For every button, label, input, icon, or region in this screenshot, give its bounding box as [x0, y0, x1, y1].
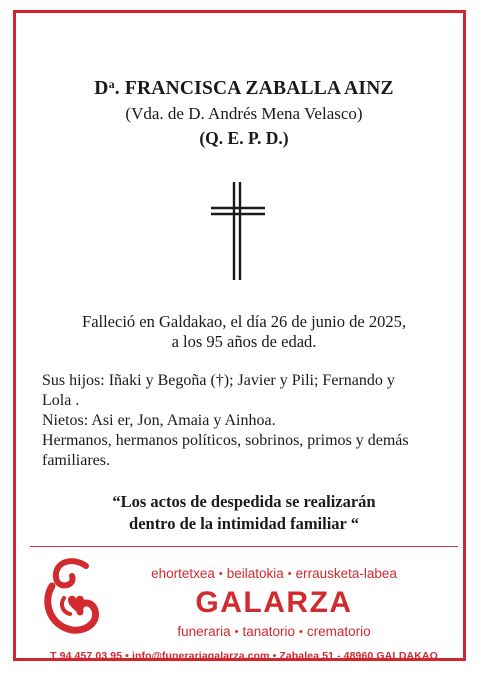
name-prefix: D [94, 78, 109, 99]
service-spanish-1: funeraria [177, 624, 231, 639]
farewell-note-line-2: dentro de la intimidad familiar “ [129, 514, 359, 533]
latin-cross-icon [210, 182, 266, 287]
bullet-separator: • [287, 568, 292, 580]
service-spanish-3: crematorio [306, 624, 371, 639]
death-date-line: Falleció en Galdakao, el día 26 de junio de 2025, [82, 312, 406, 331]
galarza-logo-icon [42, 556, 106, 643]
name-text: . FRANCISCA ZABALLA AINZ [114, 78, 394, 99]
service-basque-2: beilatokia [226, 566, 284, 581]
grandchildren-line: Nietos: Asi er, Jon, Amaia y Ainhoa. [42, 412, 276, 429]
service-spanish-2: tanatorio [242, 624, 296, 639]
deceased-name [0, 77, 488, 100]
street-address: Zabalea 51 - 48960 GALDAKAO [279, 650, 438, 662]
farewell-note-line-1: “Los actos de despedida se realizarán [112, 492, 376, 511]
age-line: a los 95 años de edad. [171, 332, 317, 351]
services-basque [114, 566, 434, 581]
bullet-separator: • [218, 568, 223, 580]
email-address: info@funerariagalarza.com [131, 650, 270, 662]
bullet-separator: • [272, 650, 277, 662]
service-basque-1: ehortetxea [151, 566, 215, 581]
children-line: Sus hijos: Iñaki y Begoña (†); Javier y Pili; Fernando y [42, 372, 395, 389]
name-prefix-superscript: a [108, 77, 115, 91]
service-basque-3: errausketa-labea [295, 566, 397, 581]
rest-in-peace-line: (Q. E. P. D.) [199, 128, 289, 148]
bullet-separator: • [299, 626, 303, 638]
children-line-continued: Lola . [42, 392, 80, 409]
relatives-line: Hermanos, hermanos políticos, sobrinos, primos y demás [42, 432, 409, 449]
widow-of-line: (Vda. de D. Andrés Mena Velasco) [125, 104, 363, 123]
bullet-separator: • [125, 650, 129, 662]
divider [30, 546, 458, 547]
funeral-home-brand: GALARZA [195, 586, 353, 619]
relatives-line-continued: familiares. [42, 452, 110, 469]
phone-number: T 94 457 03 95 [50, 650, 123, 662]
services-spanish [114, 624, 434, 639]
bullet-separator: • [234, 626, 239, 638]
contact-line [0, 650, 488, 662]
